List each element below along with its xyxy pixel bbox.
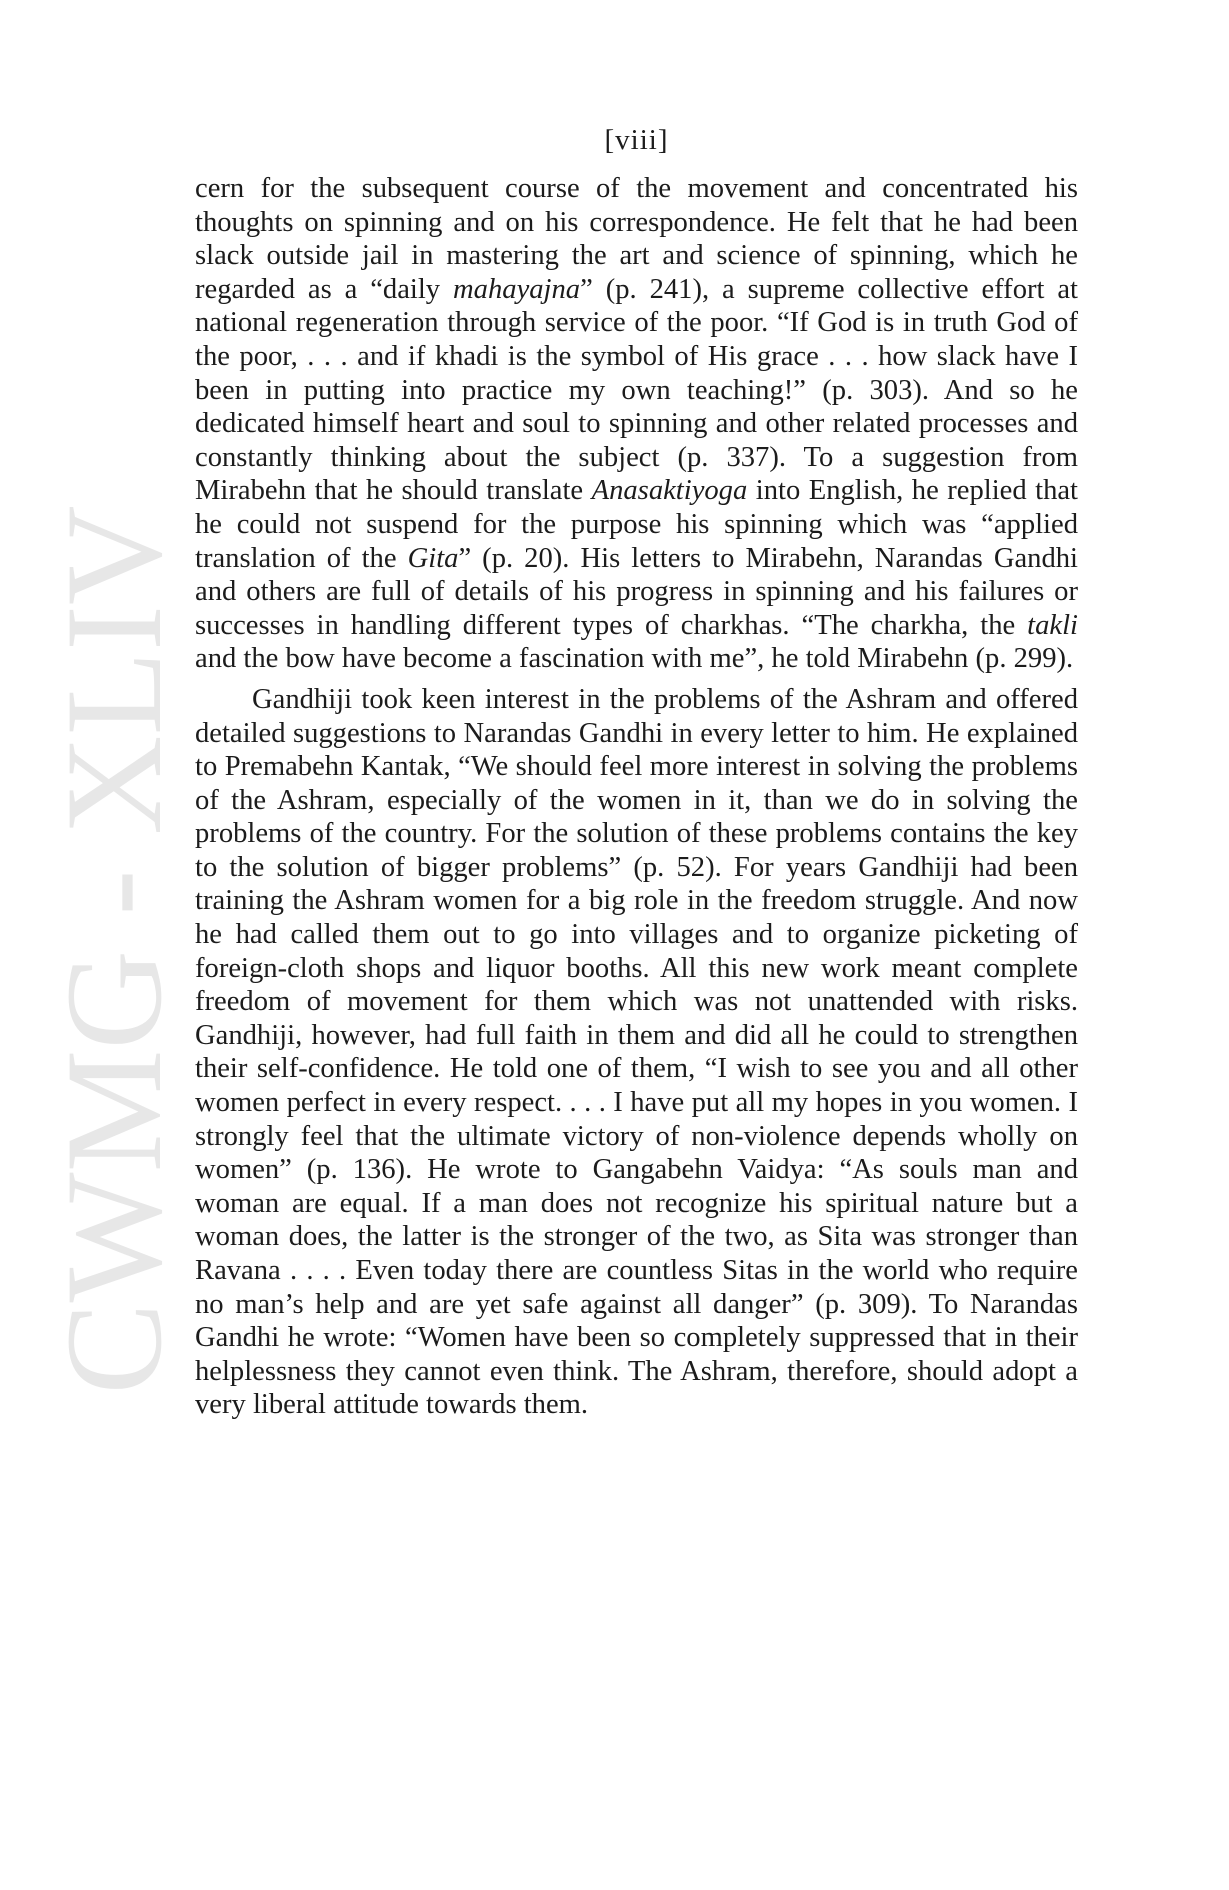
italic-term: Anasaktiyoga: [591, 475, 748, 507]
text-run: cern for the subsequent course of the movement and concentrated his thoughts on spinning and on his correspondence. He felt that he had been slack outside jail in mastering the art and science of spinning, which he regarded as a “daily: [195, 173, 1078, 305]
paragraph-1: [195, 172, 1078, 676]
text-run: into English, he replied that he could not suspend for the purpose his spinning which was “applied translation of the: [195, 475, 1079, 574]
text-run: ” (p. 241), a supreme collective effort at national regeneration through service of the poor. “If God is in truth God of the poor, . . . and if khadi is the symbol of His grace . . . how slack have I been in putting into practice my own teaching!” (p. 303). And so he dedicated himself heart and soul to spinning and other related processes and constantly thinking about the subject (p. 337). To a suggestion from Mirabehn that he should translate: [195, 273, 1078, 507]
italic-term: mahayajna: [453, 273, 581, 305]
text-run: Gandhiji took keen interest in the problems of the Ashram and offered detailed suggestions to Narandas Gandhi in every letter to him. He explained to Premabehn Kantak, “We should feel more interest in solving the problems of the Ashram, especially of the women in it, than we do in solving the problems of the country. For the solution of these problems contains the key to the solution of bigger problems” (p. 52). For years Gandhiji had been training the Ashram women for a big role in the freedom struggle. And now he had called them out to go into villages and to organize picketing of foreign-cloth shops and liquor booths. All this new work meant complete freedom of movement for them which was not unattended with risks. Gandhiji, however, had full faith in them and did all he could to strengthen their self-confidence. He told one of them, “I wish to see you and all other women perfect in every respect. . . . I have put all my hopes in you women. I strongly feel that the ultimate victory of non-violence depends wholly on women” (p. 136). He wrote to Gangabehn Vaidya: “As souls man and woman are equal. If a man does not recognize his spiritual nature but a woman does, the latter is the stronger of the two, as Sita was stronger than Ravana . . . . Even today there are countless Sitas in the world who require no man’s help and are yet safe against all danger” (p. 309). To Narandas Gandhi he wrote: “Women have been so completely suppressed that in their helplessness they cannot even think. The Ashram, therefore, should adopt a very liberal attitude towards them.: [195, 683, 1078, 1421]
italic-term: takli: [1027, 609, 1078, 641]
italic-term: Gita: [407, 542, 459, 574]
text-run: ” (p. 20). His letters to Mirabehn, Narandas Gandhi and others are full of details of his progress in spinning and his failures or successes in handling different types of charkhas. “The charkha, the: [195, 542, 1078, 641]
paragraph-2: [195, 683, 1078, 1422]
page-number: [viii]: [604, 124, 669, 156]
page-content: [195, 122, 1078, 1422]
text-run: and the bow have become a fascination with me”, he told Mirabehn (p. 299).: [195, 643, 1074, 675]
watermark-text: CWMG - XLIV: [37, 505, 190, 1395]
